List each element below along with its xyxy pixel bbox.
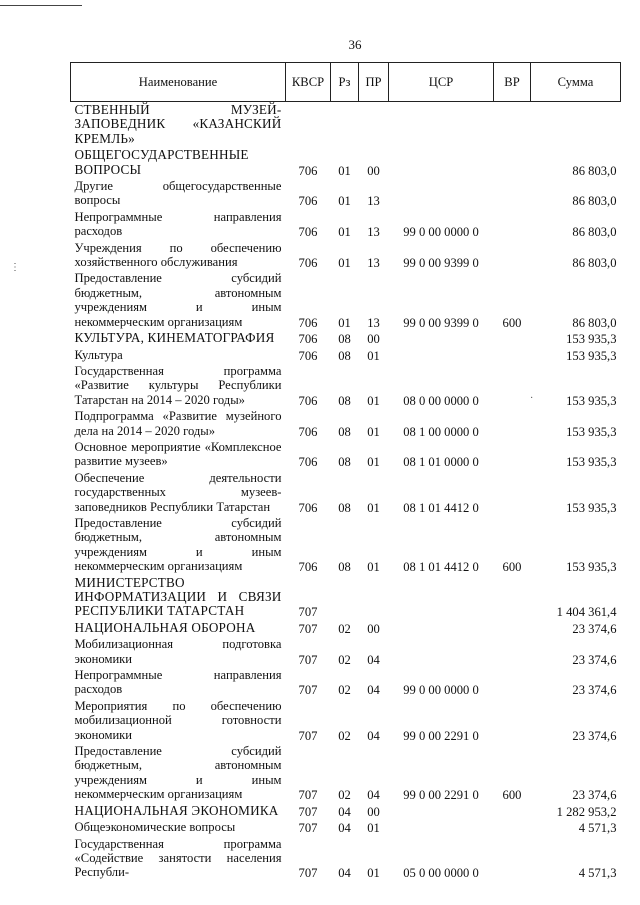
table-row: [71, 209, 621, 240]
cell-name: КУЛЬТУРА, КИНЕМАТОГРАФИЯ: [74, 330, 275, 346]
cell-vr: [494, 147, 531, 178]
cell-csr: 99 0 00 9399 0: [403, 315, 479, 330]
cell-rz: 04: [338, 821, 351, 836]
cell-kvsr: 707: [298, 728, 318, 743]
cell-name: Учреждения по обеспечению хозяйственного обслуживания: [74, 240, 282, 270]
table-row: [71, 439, 621, 470]
header-sum: Сумма: [531, 63, 621, 102]
cell-csr: [389, 803, 494, 819]
cell-vr: [494, 575, 531, 620]
cell-name: Мобилизационная подготовка экономики: [74, 637, 282, 666]
margin-mark: ·: [530, 393, 534, 404]
cell-vr: [494, 698, 531, 743]
cell-csr: 08 1 01 4412 0: [403, 560, 479, 575]
cell-csr: [389, 102, 494, 148]
cell-sum: 23 374,6: [572, 621, 617, 636]
cell-kvsr: 706: [298, 424, 318, 439]
cell-sum: 153 935,3: [566, 455, 617, 470]
table-row: [71, 330, 621, 346]
cell-csr: [389, 347, 494, 363]
cell-kvsr: 706: [298, 256, 318, 271]
table-row: [71, 836, 621, 881]
cell-kvsr: 706: [298, 315, 318, 330]
cell-sum: 1 404 361,4: [556, 605, 617, 620]
table-row: [71, 347, 621, 363]
cell-name: Предоставление субсидий бюджетным, автономным учреждениям и иным некоммерческим организациям: [74, 744, 282, 802]
cell-name: Подпрограмма «Развитие музейного дела на 2014 – 2020 годы»: [74, 409, 282, 438]
cell-rz: 08: [338, 332, 351, 347]
cell-sum: 23 374,6: [572, 652, 617, 667]
cell-rz: 08: [338, 500, 351, 515]
cell-rz: 04: [338, 804, 351, 819]
table-header-row: [71, 63, 621, 102]
cell-vr: [494, 470, 531, 515]
cell-pr: 01: [367, 500, 380, 515]
cell-rz: 02: [338, 652, 351, 667]
table-row: [71, 270, 621, 330]
cell-kvsr: 706: [298, 393, 318, 408]
cell-pr: 04: [367, 652, 380, 667]
header-pr: ПР: [359, 63, 389, 102]
cell-vr: [494, 636, 531, 667]
cell-csr: 99 0 00 2291 0: [403, 788, 479, 803]
cell-rz: 01: [338, 256, 351, 271]
cell-vr: [494, 620, 531, 636]
cell-sum: 1 282 953,2: [556, 804, 617, 819]
cell-csr: 99 0 00 9399 0: [403, 256, 479, 271]
cell-pr: 04: [367, 683, 380, 698]
cell-csr: 08 1 01 0000 0: [403, 455, 479, 470]
cell-pr: 01: [367, 866, 380, 881]
cell-name: Предоставление субсидий бюджетным, автономным учреждениям и иным некоммерческим организациям: [74, 515, 282, 574]
cell-name: НАЦИОНАЛЬНАЯ ОБОРОНА: [74, 619, 256, 635]
cell-csr: 99 0 00 2291 0: [403, 728, 479, 743]
cell-vr: [494, 363, 534, 408]
cell-sum: 153 935,3: [566, 424, 617, 439]
cell-pr: 13: [367, 315, 380, 330]
header-name: Наименование: [71, 63, 286, 102]
cell-pr: [359, 575, 389, 620]
cell-sum: 153 935,3: [566, 500, 617, 515]
cell-sum: 153 935,3: [566, 393, 617, 408]
cell-sum: 86 803,0: [572, 256, 617, 271]
cell-vr: [494, 439, 531, 470]
table-row: [71, 636, 621, 667]
cell-kvsr: 706: [298, 560, 318, 575]
cell-vr: 600: [502, 788, 522, 803]
cell-rz: 02: [338, 621, 351, 636]
cell-csr: [389, 178, 494, 209]
header-rz: Рз: [331, 63, 359, 102]
cell-rz: 08: [338, 455, 351, 470]
cell-sum: 86 803,0: [572, 163, 617, 178]
table-row: [71, 363, 621, 408]
cell-pr: 00: [367, 163, 380, 178]
table-row: [71, 667, 621, 698]
cell-name: НАЦИОНАЛЬНАЯ ЭКОНОМИКА: [74, 802, 279, 818]
cell-csr: 99 0 00 0000 0: [403, 683, 479, 698]
cell-name: Государственная программа «Содействие занятости населения Республи-: [74, 836, 282, 880]
table-row: [71, 178, 621, 209]
cell-rz: 08: [338, 393, 351, 408]
corner-rule: [0, 5, 82, 6]
cell-name: Другие общегосударственные вопросы: [74, 179, 282, 208]
table-row: [71, 743, 621, 803]
cell-pr: 01: [367, 393, 380, 408]
cell-kvsr: 706: [298, 500, 318, 515]
cell-vr: [494, 803, 531, 819]
cell-kvsr: 706: [298, 455, 318, 470]
cell-name: Основное мероприятие «Комплексное развитие музеев»: [74, 439, 282, 469]
cell-kvsr: 706: [298, 225, 318, 240]
cell-csr: [389, 147, 494, 178]
cell-kvsr: 706: [298, 332, 318, 347]
cell-csr: [389, 575, 494, 620]
cell-sum: 23 374,6: [572, 683, 617, 698]
cell-pr: 00: [367, 332, 380, 347]
table-row: [71, 575, 621, 620]
table-body: [71, 102, 621, 881]
cell-kvsr: 706: [298, 163, 318, 178]
cell-pr: [359, 102, 389, 148]
page-number: 36: [348, 37, 362, 52]
cell-rz: [331, 575, 359, 620]
cell-pr: 01: [367, 821, 380, 836]
cell-vr: [494, 240, 531, 271]
cell-vr: [494, 330, 531, 346]
cell-sum: 86 803,0: [572, 194, 617, 209]
cell-kvsr: 707: [298, 788, 318, 803]
cell-rz: 08: [338, 424, 351, 439]
cell-sum: 4 571,3: [578, 821, 617, 836]
cell-vr: [494, 347, 531, 363]
header-kvsr: КВСР: [286, 63, 331, 102]
cell-kvsr: 706: [298, 348, 318, 363]
cell-pr: 01: [367, 424, 380, 439]
cell-name: ОБЩЕГОСУДАРСТВЕННЫЕ ВОПРОСЫ: [74, 147, 249, 177]
cell-sum: 4 571,3: [578, 866, 617, 881]
cell-pr: 01: [367, 348, 380, 363]
table-row: [71, 620, 621, 636]
cell-vr: [494, 819, 531, 835]
cell-sum: 153 935,3: [566, 348, 617, 363]
cell-sum: [531, 102, 621, 148]
cell-sum: 153 935,3: [566, 560, 617, 575]
cell-csr: [389, 330, 494, 346]
margin-mark: ⋮: [10, 262, 20, 273]
cell-rz: 01: [338, 225, 351, 240]
header-vr: ВР: [494, 63, 531, 102]
cell-pr: 01: [367, 455, 380, 470]
cell-rz: 04: [338, 866, 351, 881]
table-row: [71, 803, 621, 819]
cell-name: Общеэкономические вопросы: [74, 820, 236, 835]
cell-pr: 00: [367, 621, 380, 636]
cell-name: МИНИСТЕРСТВО ИНФОРМАТИЗАЦИИ И СВЯЗИ РЕСПУБЛИКИ ТАТАРСТАН: [74, 574, 282, 619]
cell-pr: 13: [367, 225, 380, 240]
cell-name: СТВЕННЫЙ МУЗЕЙ-ЗАПОВЕДНИК «КАЗАНСКИЙ КРЕМЛЬ»: [74, 102, 282, 146]
cell-pr: 00: [367, 804, 380, 819]
cell-name: Предоставление субсидий бюджетным, автономным учреждениям и иным некоммерческим организациям: [74, 271, 282, 329]
cell-rz: 08: [338, 560, 351, 575]
table-row: [71, 147, 621, 178]
cell-kvsr: [286, 102, 331, 148]
cell-rz: 02: [338, 788, 351, 803]
cell-csr: 08 0 00 0000 0: [403, 393, 479, 408]
cell-vr: [494, 408, 531, 439]
cell-kvsr: 707: [298, 605, 318, 620]
cell-vr: [494, 836, 531, 881]
cell-kvsr: 707: [298, 821, 318, 836]
cell-pr: 13: [367, 194, 380, 209]
cell-rz: 08: [338, 348, 351, 363]
cell-kvsr: 707: [298, 866, 318, 881]
cell-csr: [389, 620, 494, 636]
table-row: [71, 102, 621, 148]
cell-csr: [389, 819, 494, 835]
cell-pr: 13: [367, 256, 380, 271]
cell-vr: [494, 667, 531, 698]
cell-pr: 01: [367, 560, 380, 575]
cell-name: Непрограммные направления расходов: [74, 668, 282, 697]
cell-vr: 600: [502, 315, 522, 330]
cell-kvsr: 707: [298, 804, 318, 819]
cell-sum: 23 374,6: [572, 728, 617, 743]
cell-csr: 08 1 01 4412 0: [403, 500, 479, 515]
cell-csr: 99 0 00 0000 0: [403, 225, 479, 240]
cell-name: Культура: [74, 347, 123, 362]
cell-rz: 01: [338, 315, 351, 330]
cell-rz: 01: [338, 163, 351, 178]
cell-vr: 600: [502, 560, 522, 575]
cell-rz: 02: [338, 728, 351, 743]
cell-vr: [494, 178, 531, 209]
cell-vr: [494, 209, 531, 240]
cell-sum: 153 935,3: [566, 332, 617, 347]
table-row: [71, 515, 621, 575]
cell-name: Обеспечение деятельности государственных музеев-заповедников Республики Татарстан: [74, 470, 282, 514]
table-row: [71, 240, 621, 271]
table-row: [71, 470, 621, 515]
cell-vr: [494, 102, 531, 148]
cell-name: Непрограммные направления расходов: [74, 209, 282, 239]
cell-rz: 01: [338, 194, 351, 209]
cell-kvsr: 707: [298, 683, 318, 698]
cell-sum: 86 803,0: [572, 315, 617, 330]
cell-pr: 04: [367, 728, 380, 743]
table-row: [71, 819, 621, 835]
header-csr: ЦСР: [389, 63, 494, 102]
cell-sum: 23 374,6: [572, 788, 617, 803]
cell-name: Государственная программа «Развитие культуры Республики Татарстан на 2014 – 2020 годы»: [74, 363, 282, 407]
cell-kvsr: 707: [298, 621, 318, 636]
table-row: [71, 698, 621, 743]
cell-kvsr: 707: [298, 652, 318, 667]
cell-rz: 02: [338, 683, 351, 698]
cell-rz: [331, 102, 359, 148]
cell-name: Мероприятия по обеспечению мобилизационной готовности экономики: [74, 698, 282, 742]
cell-csr: [389, 636, 494, 667]
table-row: [71, 408, 621, 439]
cell-pr: 04: [367, 788, 380, 803]
cell-csr: 08 1 00 0000 0: [403, 424, 479, 439]
budget-table: [70, 62, 621, 881]
cell-kvsr: 706: [298, 194, 318, 209]
cell-sum: 86 803,0: [572, 225, 617, 240]
cell-csr: 05 0 00 0000 0: [403, 866, 479, 881]
